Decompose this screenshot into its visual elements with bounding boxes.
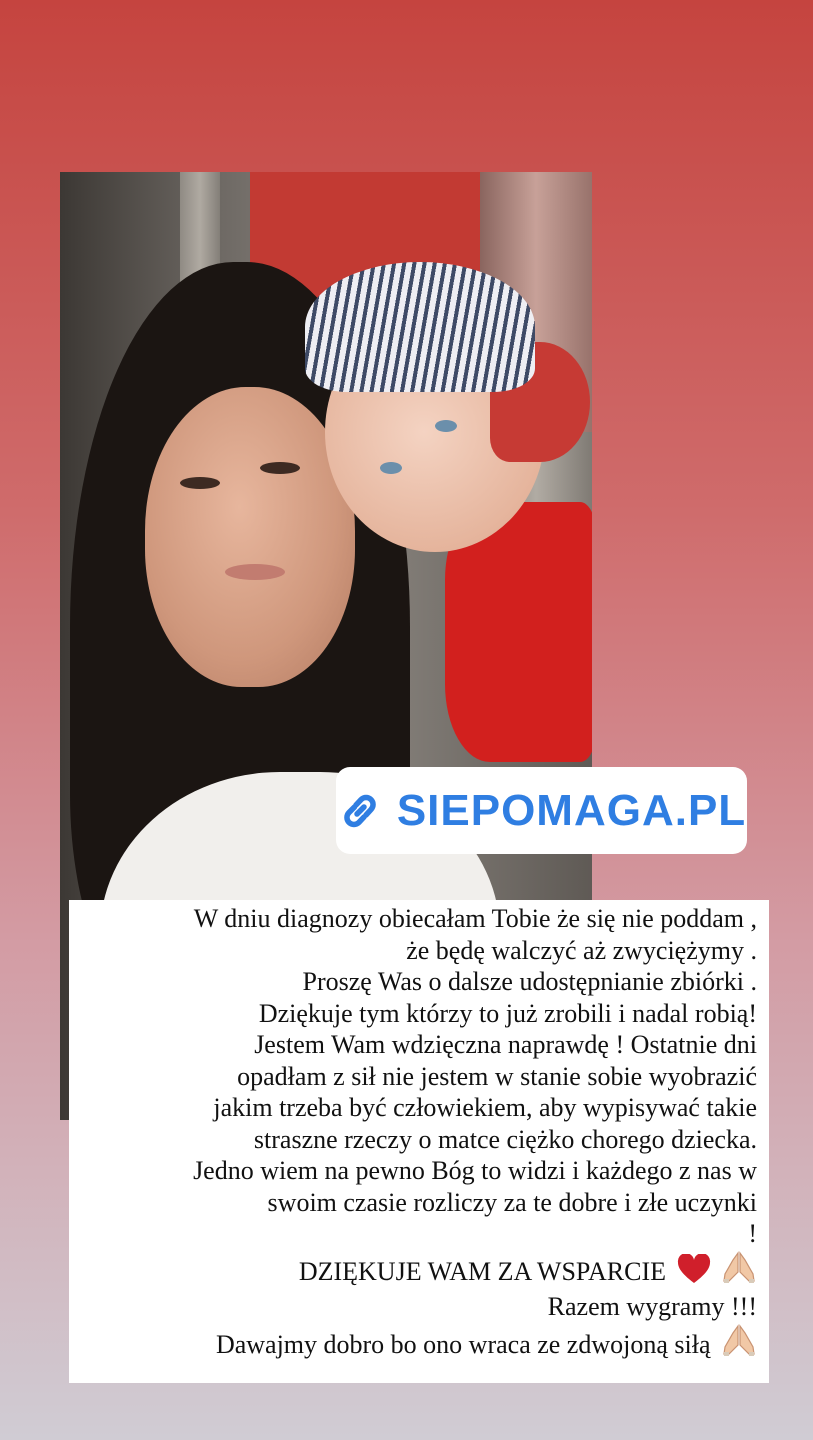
praying-hands-emoji bbox=[721, 1323, 757, 1365]
caption-thanks-line bbox=[81, 1250, 757, 1292]
link-icon bbox=[337, 788, 383, 834]
caption-line: swoim czasie rozliczy za te dobre i złe uczynki bbox=[267, 1187, 757, 1217]
caption-line: jakim trzeba być człowiekiem, aby wypisywać takie bbox=[213, 1093, 757, 1122]
caption-line: Razem wygramy !!! bbox=[547, 1292, 757, 1321]
caption-final-text: Dawajmy dobro bo ono wraca ze zdwojoną siłą bbox=[215, 1329, 711, 1359]
caption-text-box bbox=[69, 900, 769, 1383]
photo-woman-lips bbox=[225, 564, 285, 580]
caption-line: Dziękuje tym którzy to już zrobili i nadal robią! bbox=[258, 998, 757, 1028]
photo-baby-eye bbox=[435, 420, 457, 432]
caption-line: że będę walczyć aż zwyciężymy . bbox=[406, 935, 757, 965]
photo-striped-cap bbox=[305, 262, 535, 392]
caption-line: straszne rzeczy o matce ciężko chorego dziecka. bbox=[253, 1124, 757, 1154]
caption-line: Jestem Wam wdzięczna naprawdę ! Ostatnie dni bbox=[254, 1030, 757, 1059]
heart-emoji bbox=[677, 1254, 711, 1292]
photo-baby-eye bbox=[380, 462, 402, 474]
caption-line: opadłam z sił nie jestem w stanie sobie wyobrazić bbox=[237, 1061, 757, 1091]
caption-line: ! bbox=[748, 1219, 757, 1248]
link-sticker[interactable] bbox=[336, 767, 747, 854]
caption-line: W dniu diagnozy obiecałam Tobie że się nie poddam , bbox=[193, 904, 757, 933]
photo-woman-eye bbox=[180, 477, 220, 489]
caption-final-line bbox=[81, 1323, 757, 1365]
photo-woman-eye bbox=[260, 462, 300, 474]
photo-woman-face bbox=[145, 387, 355, 687]
caption-thanks-text: DZIĘKUJE WAM ZA WSPARCIE bbox=[298, 1256, 666, 1286]
praying-hands-emoji bbox=[721, 1250, 757, 1292]
caption-line: Jedno wiem na pewno Bóg to widzi i każdego z nas w bbox=[193, 1156, 757, 1185]
link-sticker-label: SIEPOMAGA.PL bbox=[396, 785, 747, 835]
caption-line: Proszę Was o dalsze udostępnianie zbiórki . bbox=[302, 967, 757, 996]
